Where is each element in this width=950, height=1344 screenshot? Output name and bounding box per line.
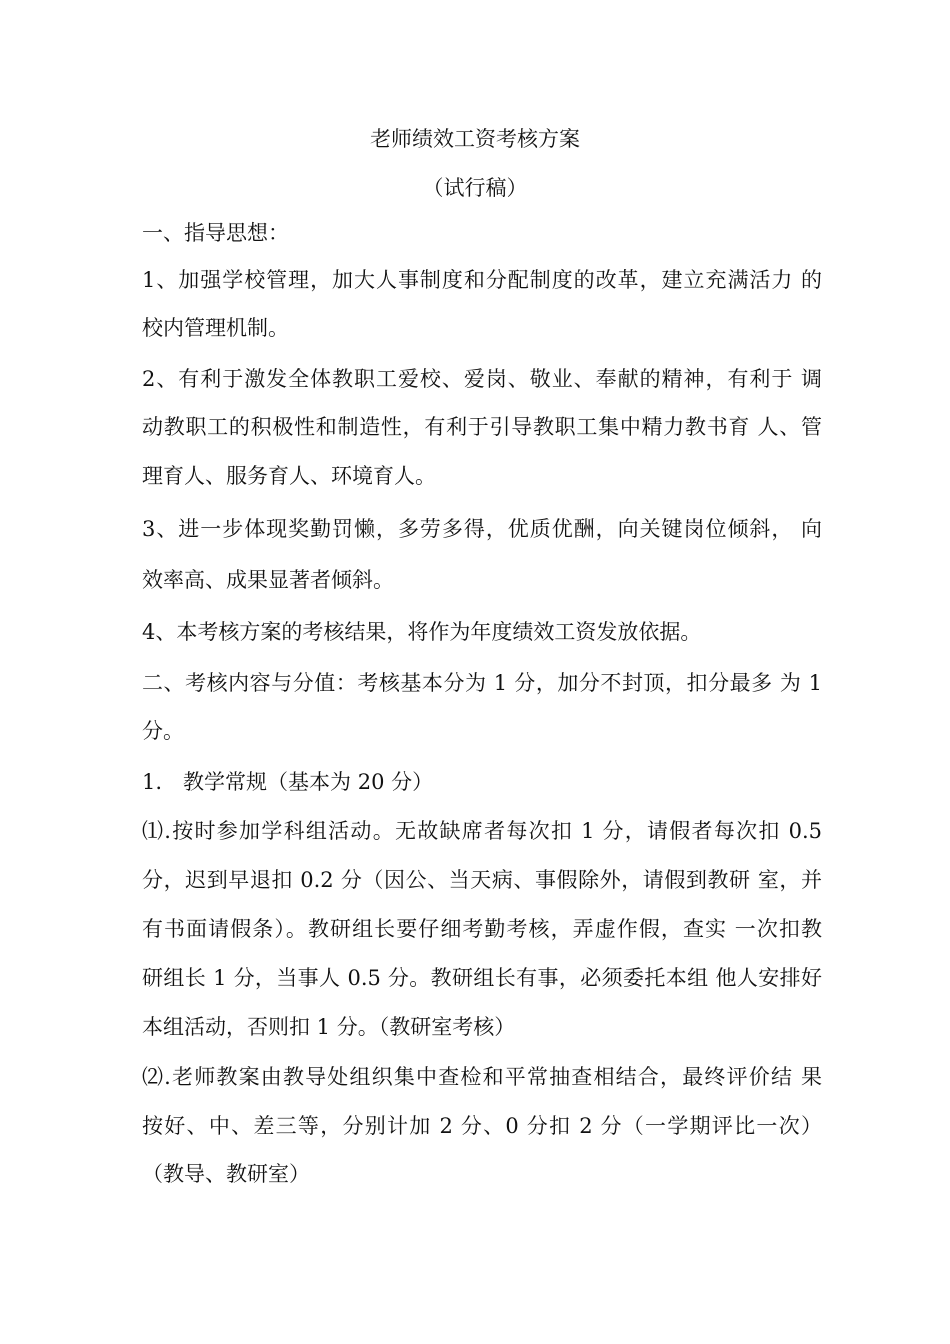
paragraph-line: 按好、中、差三等，分别计加 2 分、0 分扣 2 分（一学期评比一次） [142, 1114, 822, 1138]
paragraph-line: 效率高、成果显著者倾斜。 [142, 568, 394, 592]
paragraph-line: 2、有利于激发全体教职工爱校、爱岗、敬业、奉献的精神，有利于 调 [142, 367, 822, 391]
paragraph-line: 3、进一步体现奖勤罚懒，多劳多得，优质优酬，向关键岗位倾斜， 向 [142, 517, 822, 541]
paragraph-line: 校内管理机制。 [142, 316, 289, 340]
paragraph-line: 本组活动，否则扣 1 分。（教研室考核） [142, 1015, 516, 1039]
paragraph-line: 4、本考核方案的考核结果，将作为年度绩效工资发放依据。 [142, 620, 702, 644]
paragraph-line: ⑵.老师教案由教导处组织集中查检和平常抽查相结合，最终评价结 果 [142, 1065, 822, 1089]
subsection-heading-teaching-routine: 1. 教学常规（基本为 20 分） [142, 770, 434, 794]
section-heading-guiding-thought: 一、指导思想： [142, 221, 289, 245]
paragraph-line: （教导、教研室） [142, 1162, 310, 1186]
section-heading-assessment-content: 二、考核内容与分值：考核基本分为 1 分，加分不封顶，扣分最多 为 1 [142, 671, 822, 695]
document-title: 老师绩效工资考核方案 [370, 127, 580, 151]
paragraph-line: 分，迟到早退扣 0.2 分（因公、当天病、事假除外，请假到教研 室，并 [142, 868, 822, 892]
paragraph-line: 动教职工的积极性和制造性，有利于引导教职工集中精力教书育 人、管 [142, 415, 822, 439]
paragraph-line: 1、加强学校管理，加大人事制度和分配制度的改革，建立充满活力 的 [142, 268, 822, 292]
paragraph-line: 研组长 1 分，当事人 0.5 分。教研组长有事，必须委托本组 他人安排好 [142, 966, 822, 990]
paragraph-line: 理育人、服务育人、环境育人。 [142, 464, 436, 488]
paragraph-line: 分。 [142, 719, 184, 743]
paragraph-line: ⑴.按时参加学科组活动。无故缺席者每次扣 1 分，请假者每次扣 0.5 [142, 819, 822, 843]
paragraph-line: 有书面请假条）。教研组长要仔细考勤考核，弄虚作假，查实 一次扣教 [142, 917, 822, 941]
document-subtitle: （试行稿） [422, 176, 528, 200]
